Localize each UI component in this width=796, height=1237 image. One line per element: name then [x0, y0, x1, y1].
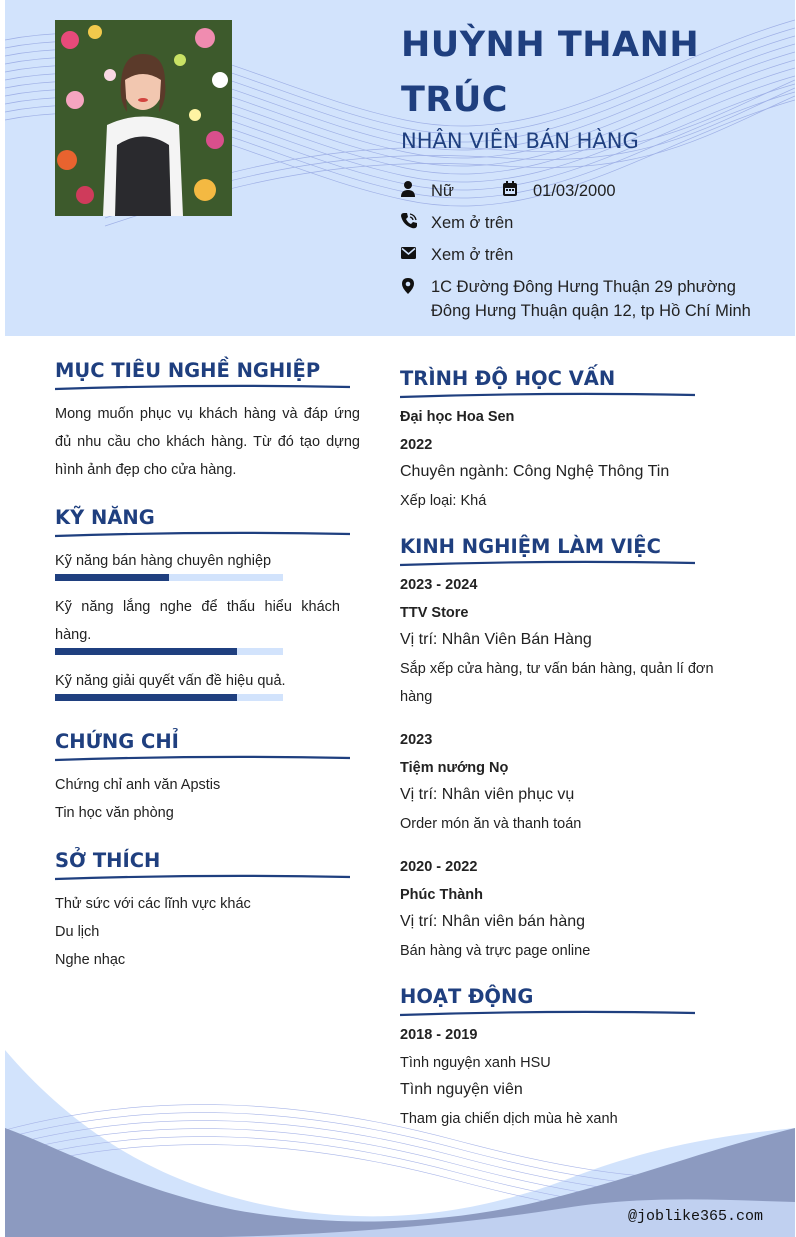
- skill-bar: [55, 574, 283, 581]
- birthday-value: 01/03/2000: [533, 182, 616, 200]
- activity-period: 2018 - 2019: [400, 1027, 478, 1043]
- job-period: 2023: [400, 732, 433, 748]
- job-description: Sắp xếp cửa hàng, tư vấn bán hàng, quản lí đơn hàng: [400, 661, 714, 705]
- certificate-item: Chứng chỉ anh văn Apstis: [55, 777, 221, 793]
- brand-watermark: @joblike365.com: [628, 1208, 764, 1225]
- activity-description: Tham gia chiến dịch mùa hè xanh: [400, 1111, 618, 1127]
- hobby-item: Thử sức với các lĩnh vực khác: [55, 896, 251, 912]
- phone-icon: [400, 212, 418, 230]
- job-company: Tiệm nướng Nọ: [400, 760, 509, 776]
- certificates-title: CHỨNG CHỈ: [55, 730, 179, 753]
- skill-bar-fill: [55, 648, 237, 655]
- job-period: 2020 - 2022: [400, 859, 478, 875]
- objective-text: Mong muốn phục vụ khách hàng và đáp ứng đủ nhu cầu cho khách hàng. Từ đó tạo dựng hình ảnh đẹp cho cửa hàng.: [55, 406, 360, 478]
- skills-title: KỸ NĂNG: [55, 506, 155, 529]
- calendar-icon: [502, 180, 520, 198]
- activities-underline: [400, 1010, 695, 1018]
- hobbies-title: SỞ THÍCH: [55, 849, 161, 872]
- job-title: NHÂN VIÊN BÁN HÀNG: [401, 129, 639, 153]
- hobby-item: Du lịch: [55, 924, 100, 940]
- job-period: 2023 - 2024: [400, 577, 478, 593]
- skill-bar-fill: [55, 574, 169, 581]
- hobbies-underline: [55, 874, 350, 882]
- job-company: TTV Store: [400, 605, 469, 621]
- cv-page: [5, 0, 795, 1237]
- job-position: Vị trí: Nhân viên phục vụ: [400, 786, 575, 803]
- education-year: 2022: [400, 437, 433, 453]
- candidate-name: HUỲNH THANH TRÚC: [401, 25, 700, 120]
- profile-photo: [55, 20, 232, 216]
- skill-bar: [55, 648, 283, 655]
- skills-underline: [55, 531, 350, 539]
- location-pin-icon: [400, 277, 418, 295]
- hobby-item: Nghe nhạc: [55, 952, 126, 968]
- education-grade: Xếp loại: Khá: [400, 493, 487, 509]
- skill-label: Kỹ năng giải quyết vấn đề hiệu quả.: [55, 673, 286, 689]
- objective-title: MỤC TIÊU NGHỀ NGHIỆP: [55, 359, 321, 382]
- skill-bar: [55, 694, 283, 701]
- certificate-item: Tin học văn phòng: [55, 805, 174, 821]
- education-title: TRÌNH ĐỘ HỌC VẤN: [400, 367, 616, 390]
- skill-label: Kỹ năng bán hàng chuyên nghiệp: [55, 553, 272, 569]
- skill-bar-fill: [55, 694, 237, 701]
- job-position: Vị trí: Nhân viên bán hàng: [400, 913, 586, 930]
- job-company: Phúc Thành: [400, 887, 483, 903]
- skill-label: Kỹ năng lắng nghe để thấu hiểu khách hàng.: [55, 599, 340, 643]
- education-major: Chuyên ngành: Công Nghệ Thông Tin: [400, 463, 670, 480]
- activity-role: Tình nguyện viên: [400, 1081, 523, 1098]
- education-underline: [400, 392, 695, 400]
- experience-underline: [400, 560, 695, 568]
- job-description: Order món ăn và thanh toán: [400, 816, 582, 832]
- job-description: Bán hàng và trực page online: [400, 943, 591, 959]
- gender-value: Nữ: [431, 182, 454, 200]
- objective-underline: [55, 384, 350, 392]
- certificates-underline: [55, 755, 350, 763]
- education-school: Đại học Hoa Sen: [400, 409, 515, 425]
- activities-title: HOẠT ĐỘNG: [400, 985, 534, 1008]
- job-position: Vị trí: Nhân Viên Bán Hàng: [400, 631, 592, 648]
- person-icon: [400, 180, 418, 198]
- experience-title: KINH NGHIỆM LÀM VIỆC: [400, 535, 661, 558]
- mail-icon: [400, 244, 418, 262]
- cv-header: [5, 0, 795, 336]
- email-value: Xem ở trên: [431, 246, 514, 264]
- phone-value: Xem ở trên: [431, 214, 514, 232]
- activity-org: Tình nguyện xanh HSU: [400, 1055, 551, 1071]
- address-value: 1C Đường Đông Hưng Thuận 29 phường Đông Hưng Thuận quận 12, tp Hồ Chí Minh: [431, 278, 751, 320]
